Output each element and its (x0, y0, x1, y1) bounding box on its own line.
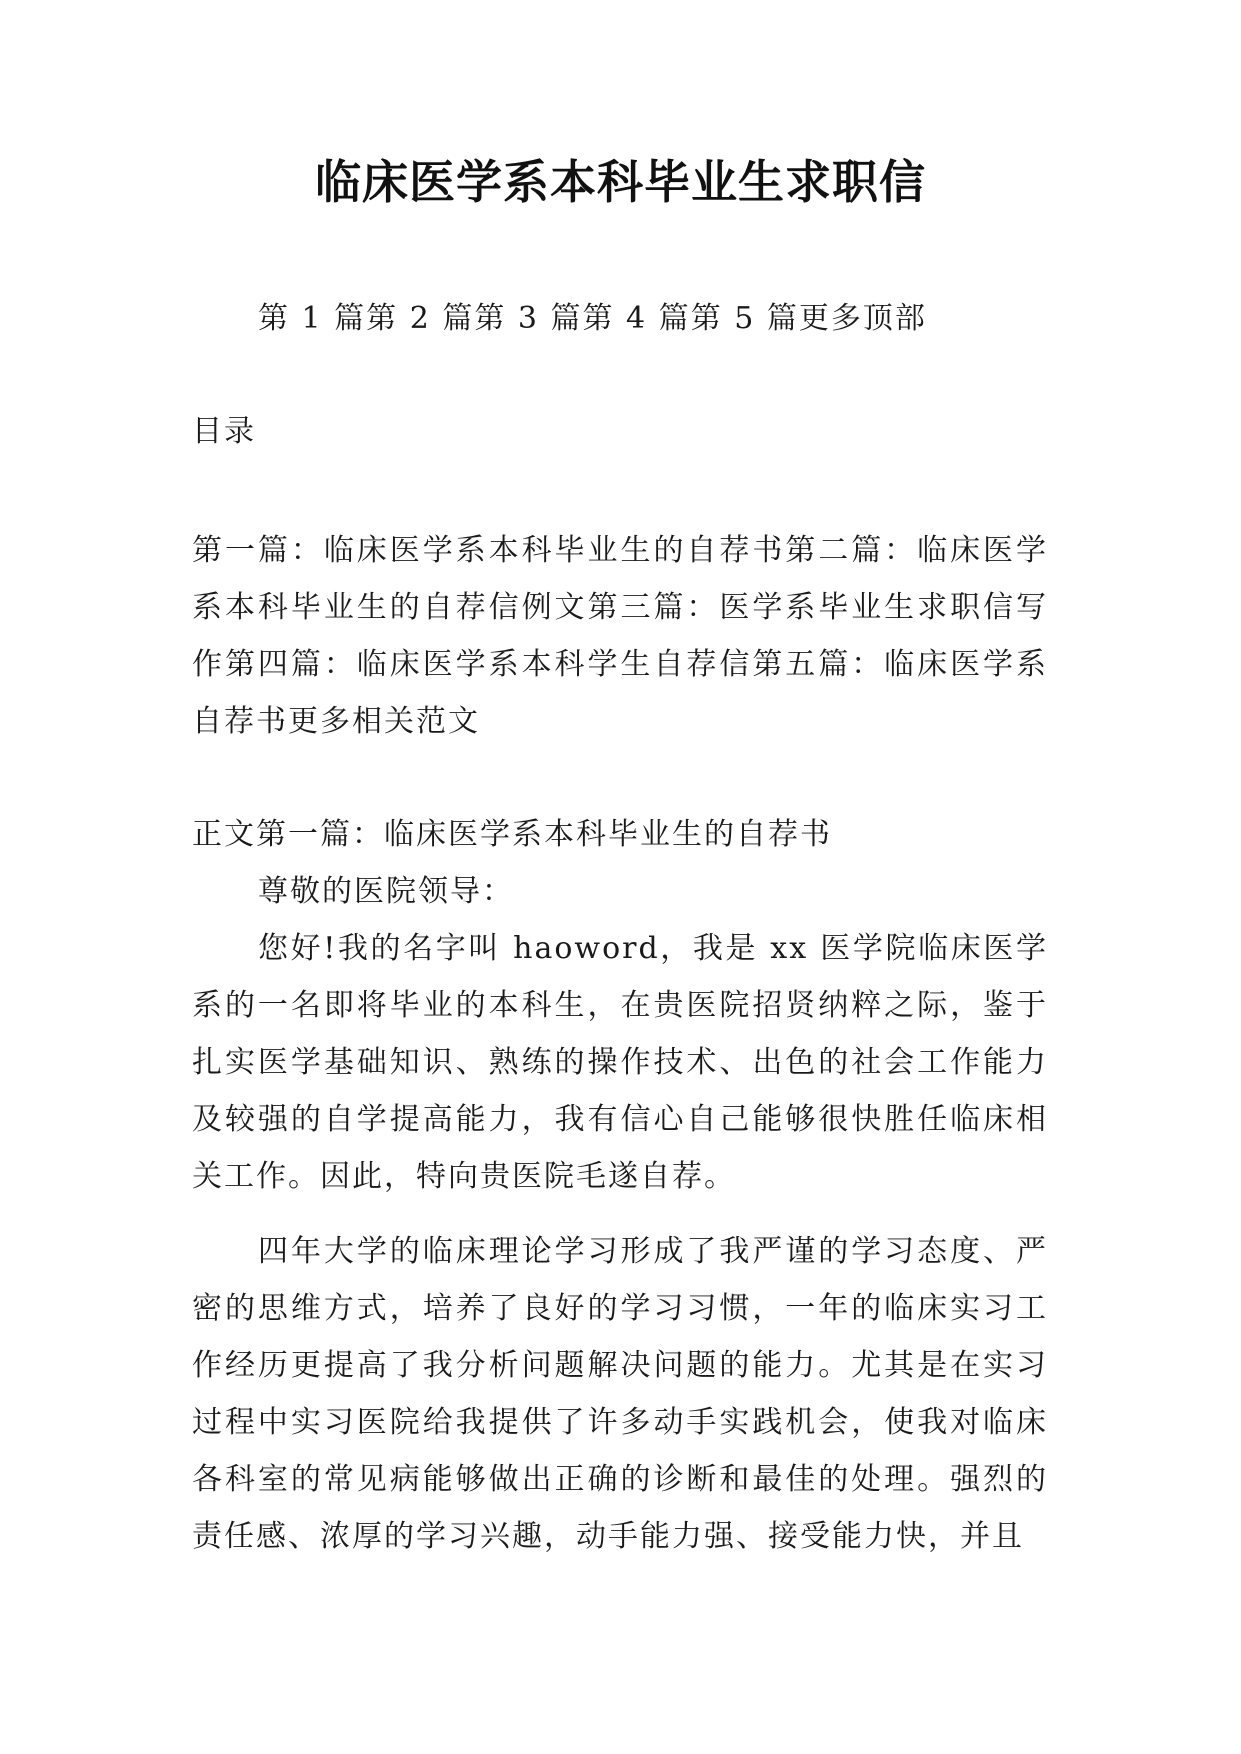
letter-paragraph-2: 四年大学的临床理论学习形成了我严谨的学习态度、严密的思维方式，培养了良好的学习习惯，一年的临床实习工作经历更提高了我分析问题解决问题的能力。尤其是在实习过程中实习医院给我提供了许多动手实践机会，使我对临床各科室的常见病能够做出正确的诊断和最佳的处理。强烈的责任感、浓厚的学习兴趣，动手能力强、接受能力快，并且 (192, 1234, 1048, 1554)
main-heading: 正文第一篇：临床医学系本科毕业生的自荐书 (192, 817, 832, 852)
toc-list: 第一篇：临床医学系本科毕业生的自荐书第二篇：临床医学系本科毕业生的自荐信例文第三篇：医学系毕业生求职信写作第四篇：临床医学系本科学生自荐信第五篇：临床医学系自荐书更多相关范文 (192, 533, 1048, 739)
nav-link-part-2[interactable]: 第 2 篇 (366, 301, 475, 336)
nav-link-part-3[interactable]: 第 3 篇 (474, 301, 583, 336)
toc-heading: 目录 (192, 414, 256, 449)
nav-link-more[interactable]: 更多 (798, 301, 863, 336)
document-title: 临床医学系本科毕业生求职信 (315, 155, 926, 209)
nav-link-part-1[interactable]: 第 1 篇 (258, 301, 367, 336)
section-nav (258, 290, 1058, 347)
nav-link-part-5[interactable]: 第 5 篇 (690, 301, 799, 336)
letter-greeting: 尊敬的医院领导： (258, 874, 514, 909)
nav-link-top[interactable]: 顶部 (862, 301, 927, 336)
letter-paragraph-1: 您好!我的名字叫 haoword，我是 xx 医学院临床医学系的一名即将毕业的本科生，在贵医院招贤纳粹之际，鉴于扎实医学基础知识、熟练的操作技术、出色的社会工作能力及较强的自学提高能力，我有信心自己能够很快胜任临床相关工作。因此，特向贵医院毛遂自荐。 (192, 931, 1048, 1194)
nav-link-part-4[interactable]: 第 4 篇 (582, 301, 691, 336)
